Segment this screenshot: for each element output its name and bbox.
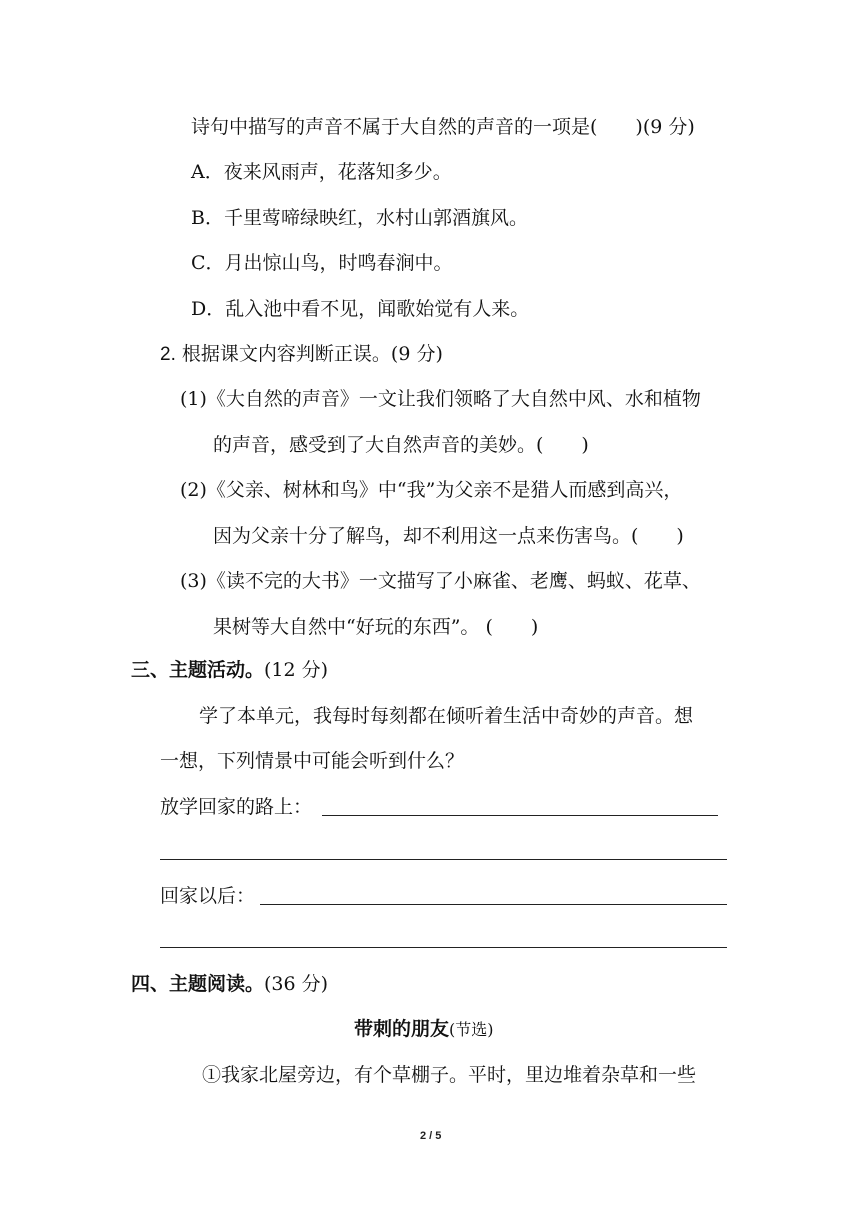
q2-stem: 根据课文内容判断正误。(9 分)	[181, 343, 443, 365]
section3-para-line1: 学了本单元，我每时每刻都在倾听着生活中奇妙的声音。想	[199, 705, 694, 727]
q2-item-3-line1: (3)《读不完的大书》一文描写了小麻雀、老鹰、蚂蚁、花草、	[180, 570, 701, 592]
q2-item-2-line1: (2)《父亲、树林和鸟》中“我”为父亲不是猎人而感到高兴，	[180, 479, 683, 501]
section3-para-line2: 一想，下列情景中可能会听到什么？	[160, 750, 465, 772]
section4-title: 四、主题阅读。	[131, 973, 265, 995]
section3-title: 三、主题活动。	[131, 659, 265, 681]
q1-option-c: C．月出惊山鸟，时鸣春涧中。	[191, 252, 453, 274]
answer-blank-1[interactable]	[322, 815, 718, 816]
q2-item-1-line2: 的声音，感受到了大自然声音的美妙。( )	[213, 434, 589, 456]
q2-number: 2.	[160, 344, 176, 365]
section3-heading	[131, 657, 328, 683]
article-title: 带刺的朋友	[354, 1018, 450, 1040]
q1-stem: 诗句中描写的声音不属于大自然的声音的一项是( )(9 分)	[191, 116, 695, 138]
q2-header	[160, 341, 443, 368]
section4-heading	[131, 971, 328, 997]
article-title-line	[354, 1016, 494, 1043]
q1-option-b: B．千里莺啼绿映红，水村山郭酒旗风。	[191, 207, 528, 229]
q2-item-1-line1: (1)《大自然的声音》一文让我们领略了大自然中风、水和植物	[180, 388, 701, 410]
section3-score: (12 分)	[264, 659, 329, 681]
article-note: (节选)	[449, 1020, 494, 1039]
answer-blank-2[interactable]	[160, 859, 727, 860]
blank1-label: 放学回家的路上：	[160, 796, 313, 818]
q1-option-d: D．乱入池中看不见，闻歌始觉有人来。	[191, 298, 530, 320]
article-para-1: ①我家北屋旁边，有个草棚子。平时，里边堆着杂草和一些	[202, 1064, 697, 1086]
section4-score: (36 分)	[264, 973, 329, 995]
page-number: 2 / 5	[420, 1130, 442, 1142]
blank2-label: 回家以后：	[160, 885, 256, 907]
q1-option-a: A．夜来风雨声，花落知多少。	[191, 161, 452, 183]
q2-item-3-line2: 果树等大自然中“好玩的东西”。 ( )	[213, 616, 539, 638]
q2-item-2-line2: 因为父亲十分了解鸟，却不利用这一点来伤害鸟。( )	[213, 525, 684, 547]
answer-blank-4[interactable]	[160, 947, 727, 948]
answer-blank-3[interactable]	[260, 904, 727, 905]
